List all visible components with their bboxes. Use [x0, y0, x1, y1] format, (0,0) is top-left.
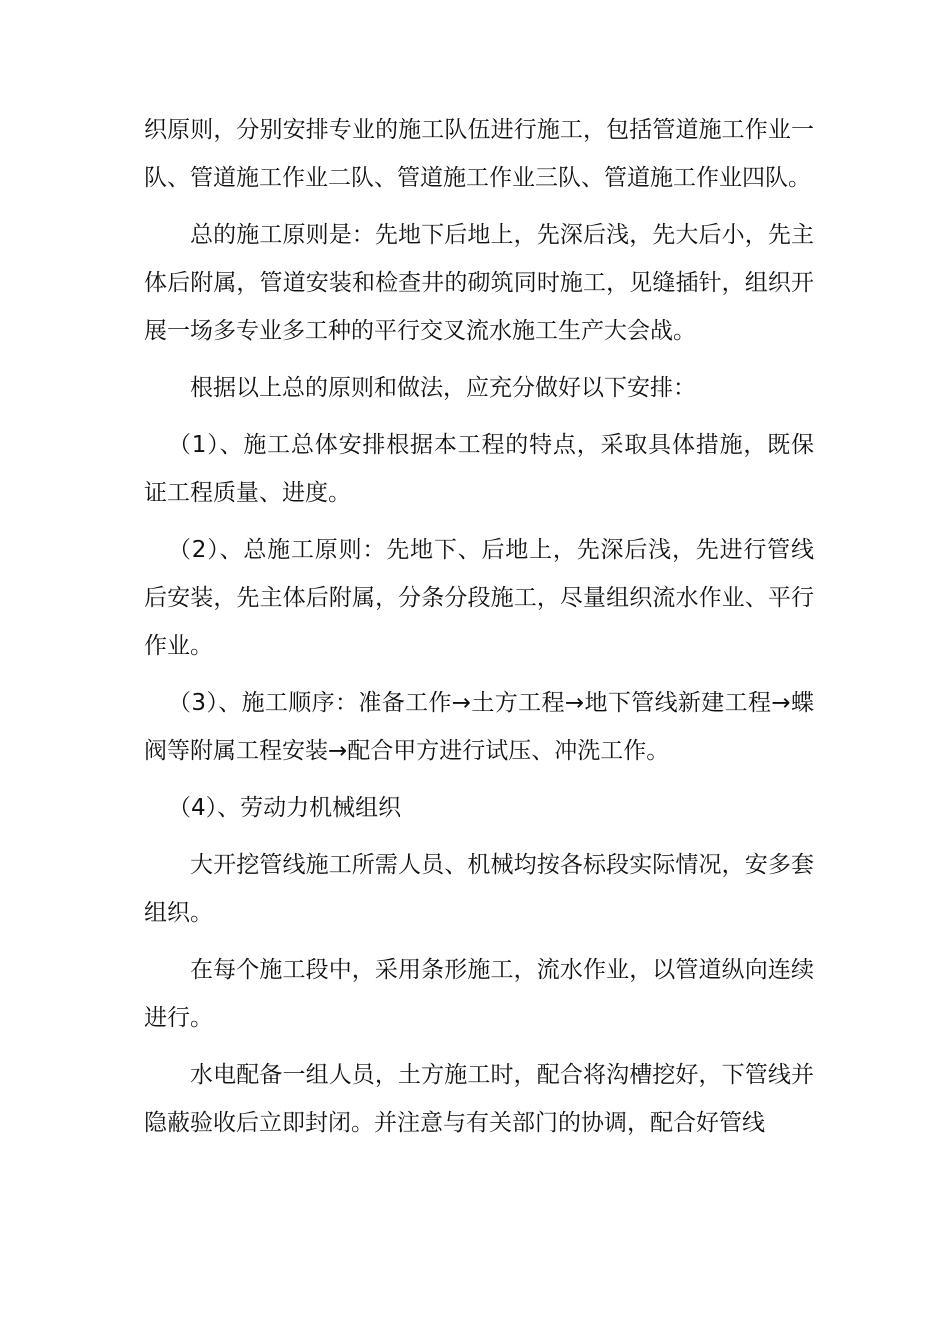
paragraph-arrangement-intro: 根据以上总的原则和做法，应充分做好以下安排： [190, 375, 696, 401]
paragraph-general-principle: 总的施工原则是：先地下后地上，先深后浅，先大后小，先主体后附属，管道安装和检查井的砌筑同时施工，见缝插针，组织开展一场多专业多工种的平行交叉流水施工生产大会战。 [144, 222, 814, 344]
paragraph-excavation-staff: 大开挖管线施工所需人员、机械均按各标段实际情况，安多套组织。 [144, 852, 814, 926]
paragraph-item-2: （2）、总施工原则：先地下、后地上，先深后浅，先进行管线后安装，先主体后附属，分条分段施工，尽量组织流水作业、平行作业。 [144, 537, 814, 659]
paragraph-item-4: （4）、劳动力机械组织 [168, 795, 402, 821]
paragraph-utilities-team: 水电配备一组人员，土方施工时，配合将沟槽挖好，下管线并隐蔽验收后立即封闭。并注意与有关部门的协调，配合好管线 [144, 1062, 814, 1136]
body-text [144, 106, 814, 1156]
paragraph-item-3: （3）、施工顺序：准备工作→土方工程→地下管线新建工程→蝶阀等附属工程安装→配合甲方进行试压、冲洗工作。 [144, 690, 814, 764]
paragraph-item-1: （1）、施工总体安排根据本工程的特点，采取具体措施，既保证工程质量、进度。 [144, 432, 814, 506]
paragraph-construction-section: 在每个施工段中，采用条形施工，流水作业，以管道纵向连续进行。 [144, 957, 814, 1031]
paragraph-continuation: 织原则，分别安排专业的施工队伍进行施工，包括管道施工作业一队、管道施工作业二队、管道施工作业三队、管道施工作业四队。 [144, 117, 814, 191]
